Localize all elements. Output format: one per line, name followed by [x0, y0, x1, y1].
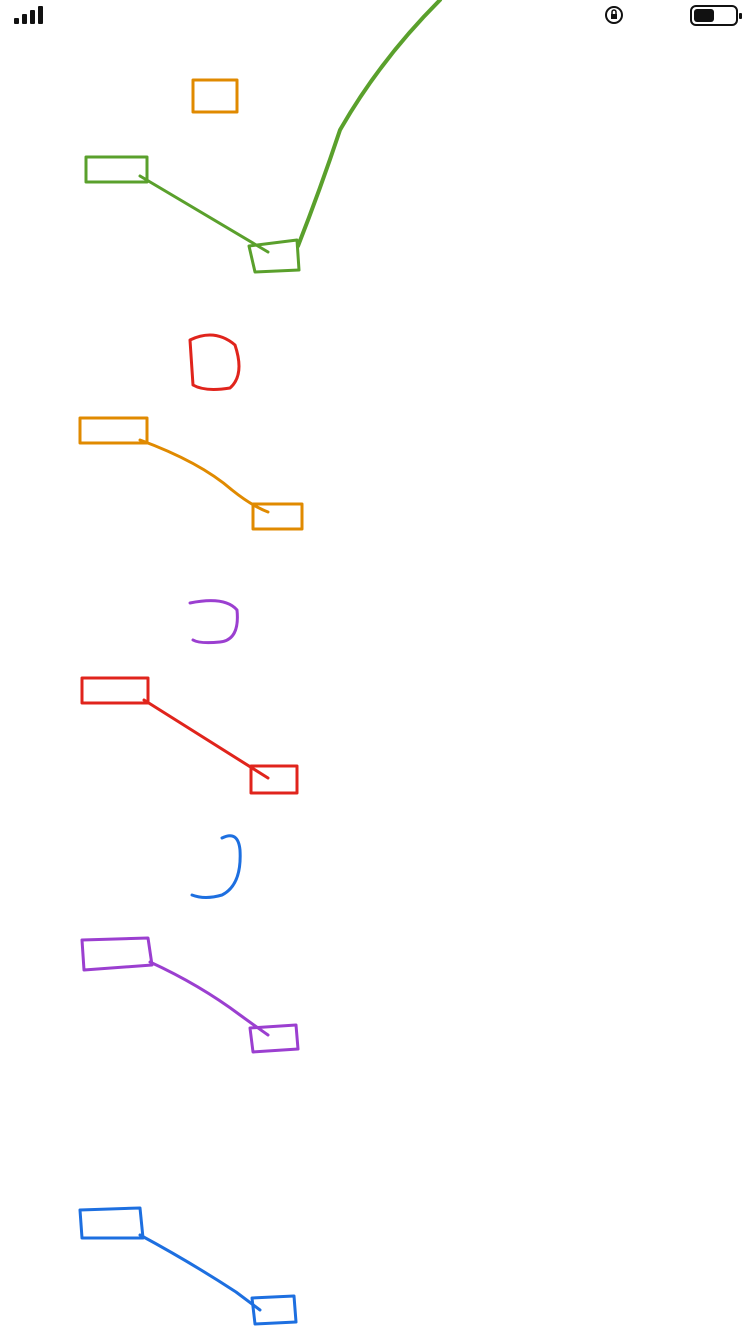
rotation-lock-icon — [604, 5, 624, 25]
page-content — [0, 78, 748, 1328]
carrier-label — [56, 3, 68, 29]
status-bar — [0, 0, 748, 30]
battery-icon — [690, 5, 738, 26]
signal-icon — [14, 6, 43, 24]
